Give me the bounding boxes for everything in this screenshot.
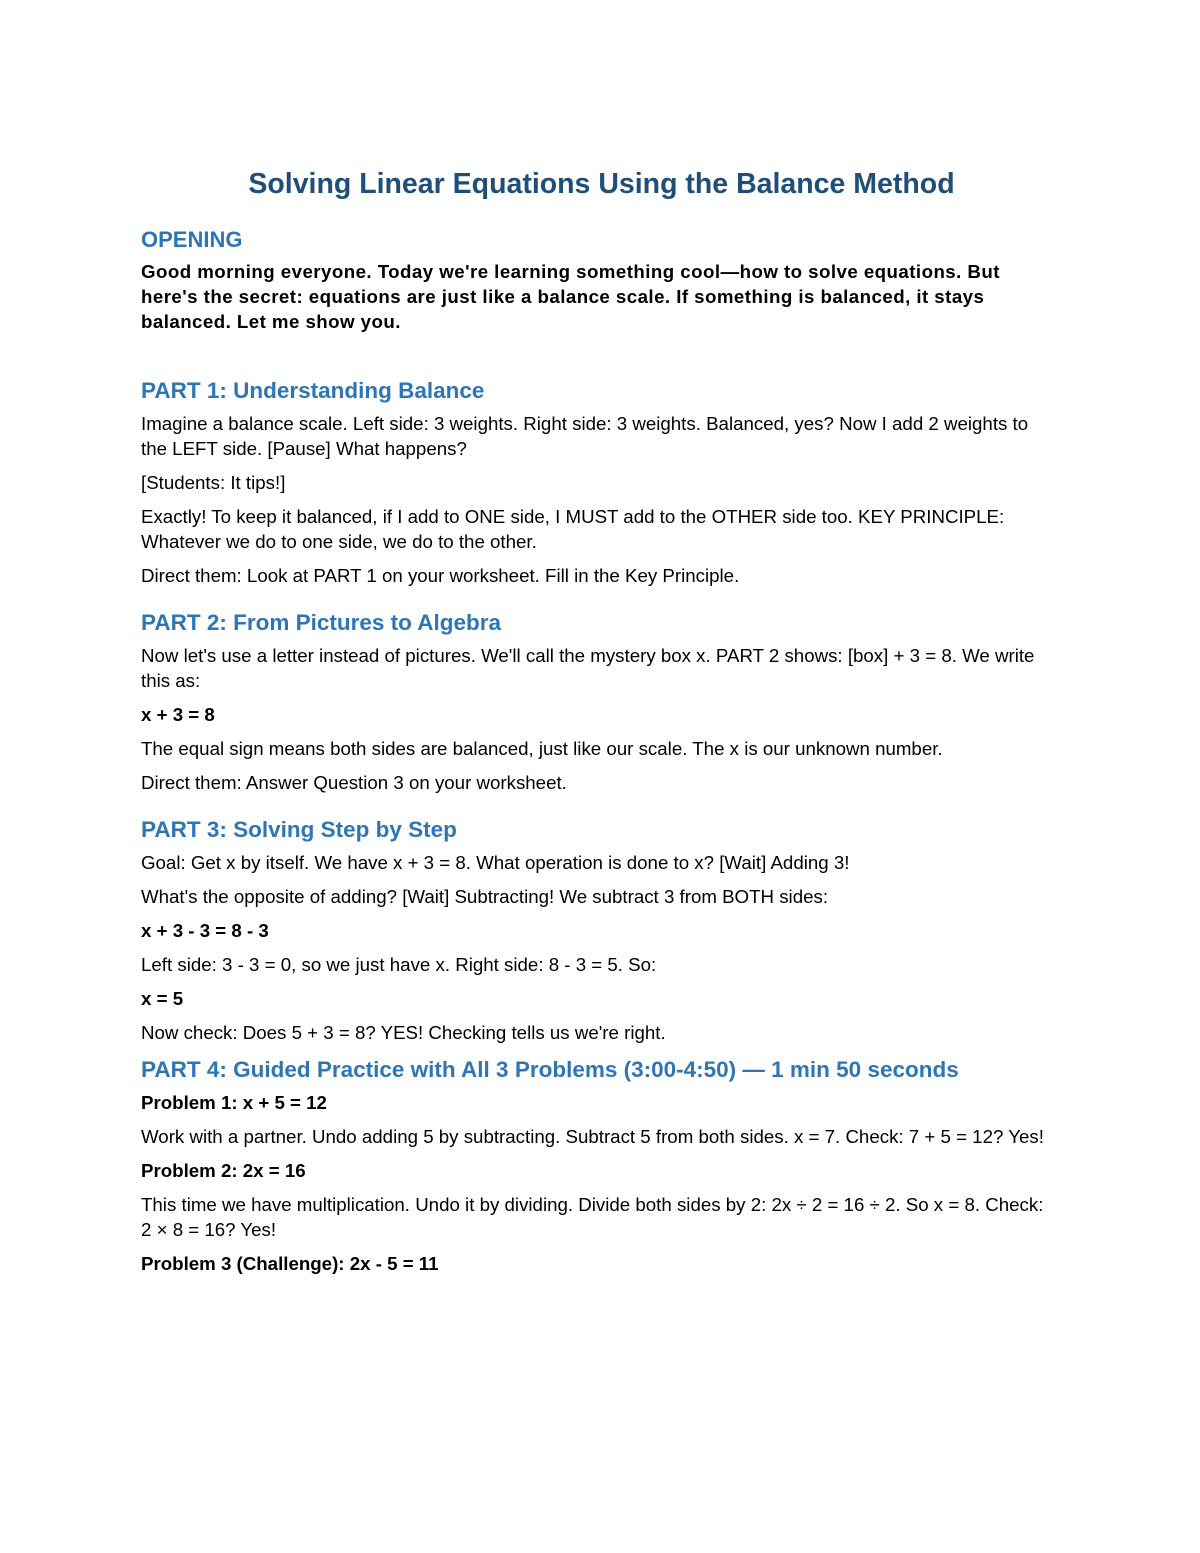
part1-paragraph-4: Direct them: Look at PART 1 on your worksheet. Fill in the Key Principle. xyxy=(141,565,740,586)
problem-1-label: Problem 1: x + 5 = 12 xyxy=(141,1092,327,1113)
part3-paragraph-3: Left side: 3 - 3 = 0, so we just have x. Right side: 8 - 3 = 5. So: xyxy=(141,954,657,975)
part3-heading: PART 3: Solving Step by Step xyxy=(141,817,457,842)
problem-1-text: Work with a partner. Undo adding 5 by subtracting. Subtract 5 from both sides. x = 7. Check: 7 + 5 = 12? Yes! xyxy=(141,1126,1044,1147)
part3-equation-1: x + 3 - 3 = 8 - 3 xyxy=(141,920,269,941)
problem-2-label: Problem 2: 2x = 16 xyxy=(141,1160,306,1181)
part2-equation: x + 3 = 8 xyxy=(141,704,215,725)
part4-heading: PART 4: Guided Practice with All 3 Problems (3:00-4:50) — 1 min 50 seconds xyxy=(141,1057,959,1082)
opening-paragraph: Good morning everyone. Today we're learning something cool—how to solve equations. But here's the secret: equations are just like a balance scale. If something is balanced, it stays balanced. Let me show you. xyxy=(141,261,1000,332)
problem-3-label: Problem 3 (Challenge): 2x - 5 = 11 xyxy=(141,1253,439,1274)
part2-paragraph-1: Now let's use a letter instead of pictures. We'll call the mystery box x. PART 2 shows: [box] + 3 = 8. We write this as: xyxy=(141,645,1035,691)
part3-paragraph-4: Now check: Does 5 + 3 = 8? YES! Checking tells us we're right. xyxy=(141,1022,666,1043)
part2-paragraph-3: Direct them: Answer Question 3 on your worksheet. xyxy=(141,772,567,793)
part1-heading: PART 1: Understanding Balance xyxy=(141,378,485,403)
part1-paragraph-1: Imagine a balance scale. Left side: 3 weights. Right side: 3 weights. Balanced, yes? Now I add 2 weights to the LEFT side. [Pause] What happens? xyxy=(141,413,1029,459)
part2-heading: PART 2: From Pictures to Algebra xyxy=(141,610,502,635)
part2-paragraph-2: The equal sign means both sides are balanced, just like our scale. The x is our unknown number. xyxy=(141,738,943,759)
opening-heading: OPENING xyxy=(141,227,243,252)
part1-paragraph-3: Exactly! To keep it balanced, if I add to ONE side, I MUST add to the OTHER side too. KEY PRINCIPLE: Whatever we do to one side, we do to the other. xyxy=(141,506,1005,552)
part3-equation-2: x = 5 xyxy=(141,988,184,1009)
document-page xyxy=(141,165,1056,1276)
part1-paragraph-2: [Students: It tips!] xyxy=(141,472,286,493)
document-title: Solving Linear Equations Using the Balance Method xyxy=(248,168,955,200)
part3-paragraph-2: What's the opposite of adding? [Wait] Subtracting! We subtract 3 from BOTH sides: xyxy=(141,886,829,907)
problem-2-text: This time we have multiplication. Undo it by dividing. Divide both sides by 2: 2x ÷ 2 = 16 ÷ 2. So x = 8. Check: 2 × 8 = 16? Yes! xyxy=(141,1194,1044,1240)
part3-paragraph-1: Goal: Get x by itself. We have x + 3 = 8. What operation is done to x? [Wait] Adding 3! xyxy=(141,852,850,873)
